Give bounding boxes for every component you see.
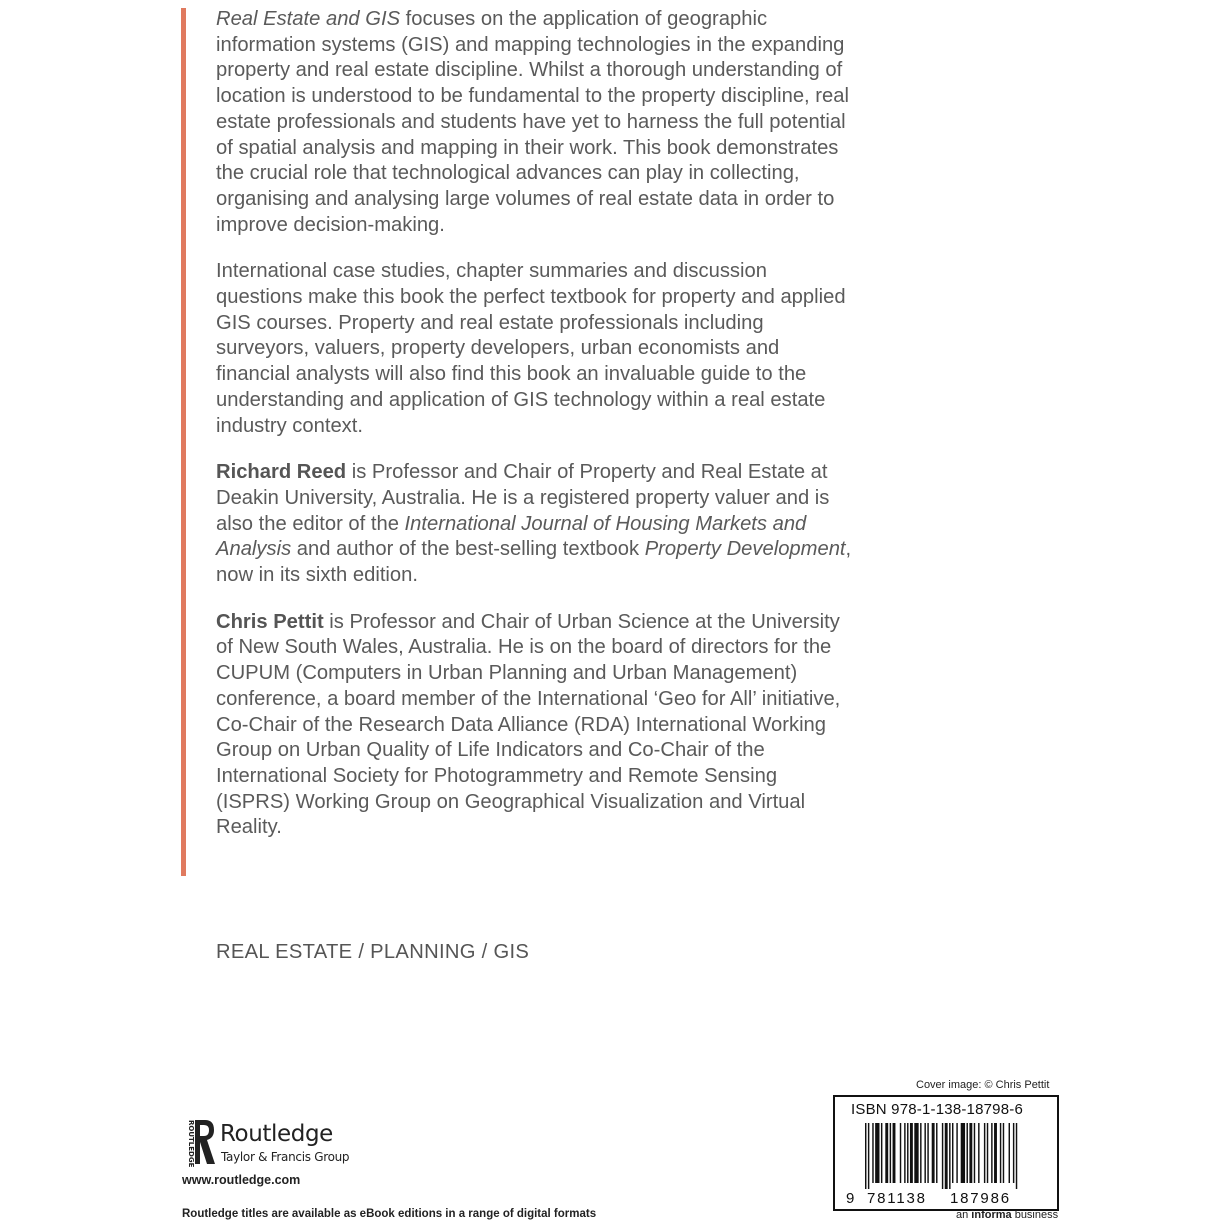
barcode-bar: [942, 1123, 943, 1189]
barcode-bar: [974, 1123, 975, 1183]
barcode-bar: [991, 1123, 992, 1183]
back-cover-blurb: [216, 7, 856, 862]
barcode-bar: [952, 1123, 953, 1183]
barcode-bar: [984, 1123, 985, 1183]
author-name: Richard Reed: [216, 461, 347, 484]
cover-image-credit: Cover image: © Chris Pettit: [916, 1079, 1050, 1091]
barcode-bar: [1016, 1123, 1017, 1189]
publisher-name: Routledge: [220, 1121, 333, 1147]
barcode-bar: [900, 1123, 901, 1183]
barcode-bar: [881, 1123, 882, 1183]
blurb-paragraph-1: Real Estate and GIS focuses on the application of geographic information systems (GIS) and mapping technologies in the expanding property and real estate discipline. Whilst a thorough understanding of location is understood to be fundamental to the property discipline, real estate professionals and students have yet to harness the full potential of spatial analysis and mapping in their work. This book demonstrates the crucial role that technological advances can play in collecting, organising and analysing large volumes of real estate data in order to improve decision-making.: [216, 8, 849, 236]
barcode-bar: [920, 1123, 921, 1183]
subject-categories: REAL ESTATE / PLANNING / GIS: [216, 941, 530, 963]
barcode-bar: [890, 1123, 891, 1183]
barcode-bar: [945, 1123, 948, 1189]
barcode-bar: [1013, 1123, 1014, 1183]
publisher-url[interactable]: www.routledge.com: [182, 1173, 301, 1187]
barcode-bar: [932, 1123, 935, 1183]
barcode-bar: [1009, 1123, 1010, 1183]
author-name: Chris Pettit: [216, 610, 324, 633]
barcode-bar: [924, 1123, 925, 1183]
barcode-bar: [885, 1123, 888, 1183]
barcode-icon: [835, 1097, 1057, 1209]
informa-business-logo: an informa business: [956, 1209, 1059, 1221]
barcode-bar: [961, 1123, 965, 1183]
barcode-bar: [893, 1123, 896, 1183]
author-bio-reed: Richard Reed is Professor and Chair of Property and Real Estate at Deakin University, Australia. He is a registered property valuer and is also the editor of the International Journal of Housing Markets and Analysis and author of the best-selling textbook Property Development, now in its sixth edition.: [216, 461, 852, 587]
author-bio-pettit: Chris Pettit is Professor and Chair of Urban Science at the University of New South Wales, Australia. He is on the board of directors for the CUPUM (Computers in Urban Planning and Urban Management) conference, a board member of the International ‘Geo for All’ initiative, Co-Chair of the Research Data Alliance (RDA) International Working Group on Urban Quality of Life Indicators and Co-Chair of the International Society for Photogrammetry and Remote Sensing (ISPRS) Working Group on Geographical Visualization and Virtual Reality.: [216, 610, 841, 839]
barcode-bar: [994, 1123, 997, 1183]
barcode-bar: [872, 1123, 873, 1183]
blurb-paragraph-2: International case studies, chapter summaries and discussion questions make this book the perfect textbook for property and applied GIS courses. Property and real estate professionals including surveyors, valuers, property developers, urban economists and financial analysts will also find this book an invaluable guide to the understanding and application of GIS technology within a real estate industry context.: [216, 260, 846, 437]
barcode-left-digits: 781138: [867, 1190, 927, 1207]
barcode-bar: [904, 1123, 905, 1183]
barcode-bar: [956, 1123, 957, 1183]
barcode-bar: [907, 1123, 908, 1183]
isbn-barcode: [833, 1095, 1059, 1211]
routledge-logo-icon: [181, 1118, 217, 1168]
logo-lettering: ROUTLEDGE: [187, 1120, 195, 1168]
barcode-bar: [875, 1123, 879, 1183]
isbn-number: ISBN 978-1-138-18798-6: [851, 1101, 1024, 1118]
barcode-bar: [987, 1123, 988, 1183]
barcode-bar: [967, 1123, 968, 1183]
barcode-bar: [949, 1123, 950, 1189]
barcode-bar: [914, 1123, 918, 1183]
barcode-bar: [969, 1123, 972, 1183]
barcode-right-digits: 187986: [950, 1190, 1011, 1207]
publisher-group: Taylor & Francis Group: [221, 1150, 350, 1164]
barcode-bar: [910, 1123, 913, 1183]
barcode-bar: [927, 1123, 928, 1183]
barcode-bar: [1000, 1123, 1001, 1183]
book-title: Real Estate and GIS: [216, 8, 401, 30]
barcode-bar: [865, 1123, 866, 1189]
ebook-note: Routledge titles are available as eBook editions in a range of digital formats: [182, 1208, 597, 1220]
barcode-bar: [1003, 1123, 1004, 1183]
barcode-bar: [868, 1123, 869, 1189]
accent-bar: [181, 8, 186, 876]
barcode-bar: [936, 1123, 937, 1183]
barcode-first-digit: 9: [846, 1190, 855, 1207]
barcode-bar: [978, 1123, 979, 1183]
